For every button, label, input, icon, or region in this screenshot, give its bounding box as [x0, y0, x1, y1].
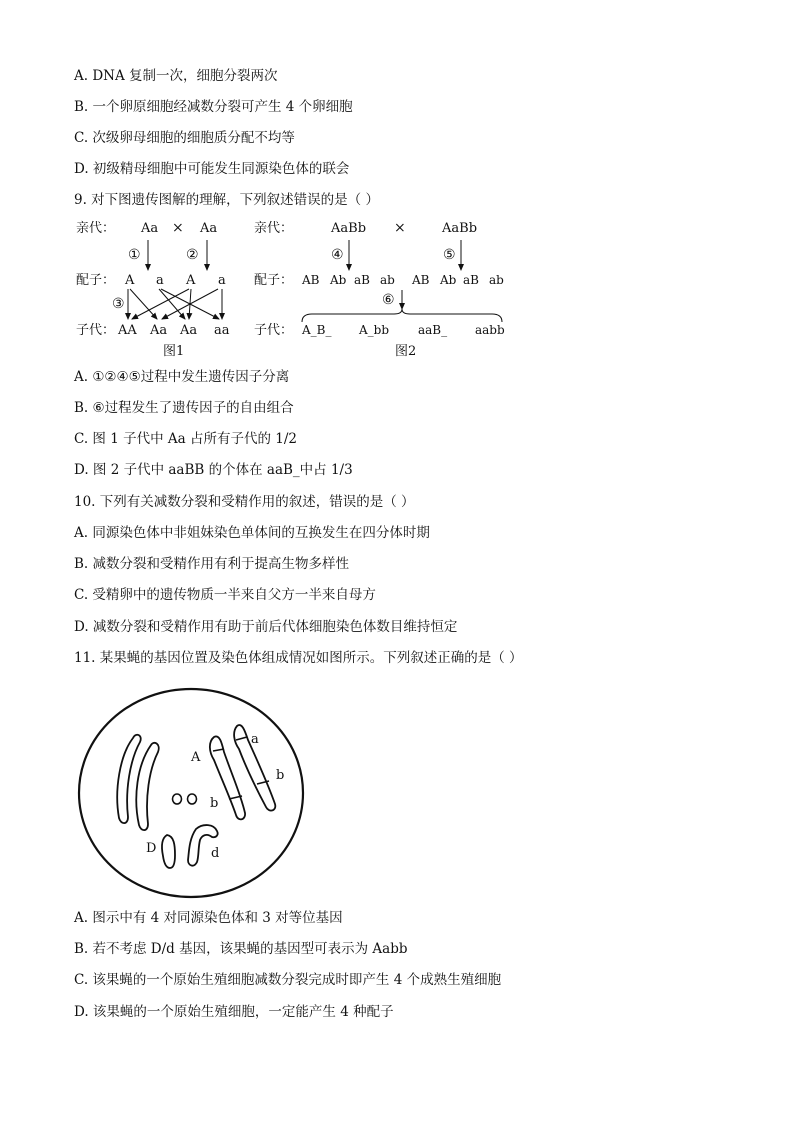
- fig1-step-2: ②: [186, 247, 199, 263]
- fig2-parent-2: AaBb: [442, 221, 478, 236]
- fig1-gamete-label: 配子：: [76, 273, 116, 288]
- q10-option-c: C. 受精卵中的遗传物质一半来自父方一半来自母方: [74, 587, 376, 603]
- fig1-caption: 图1: [163, 344, 185, 359]
- fig2-offspring-label: 子代：: [254, 323, 294, 338]
- q11-option-b: B. 若不考虑 D/d 基因，该果蝇的基因型可表示为 Aabb: [74, 941, 408, 957]
- fig1-gamete-2: a: [156, 273, 164, 288]
- q10-option-b: B. 减数分裂和受精作用有利于提高生物多样性: [74, 556, 350, 572]
- q8-option-c: C. 次级卵母细胞的细胞质分配不均等: [74, 130, 295, 146]
- q10-option-d: D. 减数分裂和受精作用有助于前后代体细胞染色体数目维持恒定: [74, 619, 458, 635]
- fig1-offspring-2: Aa: [150, 323, 168, 338]
- q11-option-a: A. 图示中有 4 对同源染色体和 3 对等位基因: [74, 910, 343, 926]
- fig2-step-4: ④: [331, 247, 344, 263]
- fig1-offspring-label: 子代：: [76, 323, 116, 338]
- fig2-brace: [302, 309, 502, 322]
- fig1-parent-2: Aa: [200, 221, 218, 236]
- figure-2: [254, 220, 505, 359]
- fig2-cross-sign: ×: [394, 220, 406, 236]
- fig2-parent-label: 亲代：: [254, 221, 294, 236]
- fig2-gamete-label: 配子：: [254, 273, 294, 288]
- q11-option-d: D. 该果蝇的一个原始生殖细胞，一定能产生 4 种配子: [74, 1004, 394, 1020]
- fig2-parent-1: AaBb: [331, 221, 367, 236]
- fig1-cross-sign: ×: [172, 220, 184, 236]
- gene-label-d: d: [211, 846, 220, 861]
- fig1-parent-label: 亲代：: [76, 221, 116, 236]
- fig2-gamete: aB: [463, 273, 479, 287]
- q10-option-a: A. 同源染色体中非姐妹染色单体间的互换发生在四分体时期: [74, 525, 430, 541]
- fig2-gamete: AB: [302, 273, 320, 287]
- gene-label-b-left: b: [210, 796, 219, 811]
- chromosome-cell-figure: [79, 689, 303, 897]
- chromosome-curved-right: [136, 743, 158, 830]
- gene-label-b-right: b: [276, 768, 285, 783]
- dot-chromosome: [188, 794, 197, 804]
- fig2-step-6: ⑥: [382, 292, 395, 308]
- fig2-offspring-2: A_bb: [359, 323, 390, 337]
- q9-stem: 9. 对下图遗传图解的理解，下列叙述错误的是（ ）: [74, 192, 379, 208]
- q9-option-a: A. ①②④⑤过程中发生遗传因子分离: [74, 369, 290, 385]
- fig1-step-1: ①: [128, 247, 141, 263]
- fig1-parent-1: Aa: [141, 221, 159, 236]
- fig1-offspring-1: AA: [118, 323, 137, 338]
- chromosome-D: [162, 835, 175, 868]
- gene-label-A: A: [191, 750, 201, 765]
- q9-option-c: C. 图 1 子代中 Aa 占所有子代的 1/2: [74, 431, 298, 447]
- fig2-gamete: AB: [412, 273, 430, 287]
- fig2-gamete: Ab: [330, 273, 347, 287]
- fig1-step-3: ③: [112, 296, 125, 312]
- fig2-gamete: ab: [489, 273, 504, 287]
- q9-option-b: B. ⑥过程发生了遗传因子的自由组合: [74, 400, 294, 416]
- fig2-gamete: aB: [354, 273, 370, 287]
- q11-option-c: C. 该果蝇的一个原始生殖细胞减数分裂完成时即产生 4 个成熟生殖细胞: [74, 972, 502, 988]
- fig2-offspring-1: A_B_: [302, 323, 332, 337]
- q11-stem: 11. 某果蝇的基因位置及染色体组成情况如图所示。下列叙述正确的是（ ）: [74, 650, 523, 666]
- fig2-caption: 图2: [395, 344, 417, 359]
- q8-option-d: D. 初级精母细胞中可能发生同源染色体的联会: [74, 161, 350, 177]
- q8-option-a: A. DNA 复制一次，细胞分裂两次: [74, 68, 278, 84]
- dot-chromosome: [173, 794, 182, 804]
- fig1-cross-arrow: [130, 289, 157, 319]
- q10-stem: 10. 下列有关减数分裂和受精作用的叙述，错误的是（ ）: [74, 494, 415, 510]
- fig2-offspring-4: aabb: [475, 323, 505, 337]
- fig1-offspring-4: aa: [214, 323, 230, 338]
- fig2-offspring-3: aaB_: [418, 323, 448, 337]
- q8-option-b: B. 一个卵原细胞经减数分裂可产生 4 个卵细胞: [74, 99, 353, 115]
- fig1-gamete-4: a: [218, 273, 226, 288]
- fig1-offspring-3: Aa: [180, 323, 198, 338]
- q9-option-d: D. 图 2 子代中 aaBB 的个体在 aaB_中占 1/3: [74, 462, 353, 478]
- figure-1: [76, 220, 230, 359]
- fig1-gamete-1: A: [125, 273, 135, 288]
- fig2-gamete: Ab: [440, 273, 457, 287]
- gene-label-D: D: [146, 841, 157, 856]
- fig1-gamete-3: A: [186, 273, 196, 288]
- fig2-gamete: ab: [380, 273, 395, 287]
- fig2-step-5: ⑤: [443, 247, 456, 263]
- gene-label-a: a: [251, 732, 259, 747]
